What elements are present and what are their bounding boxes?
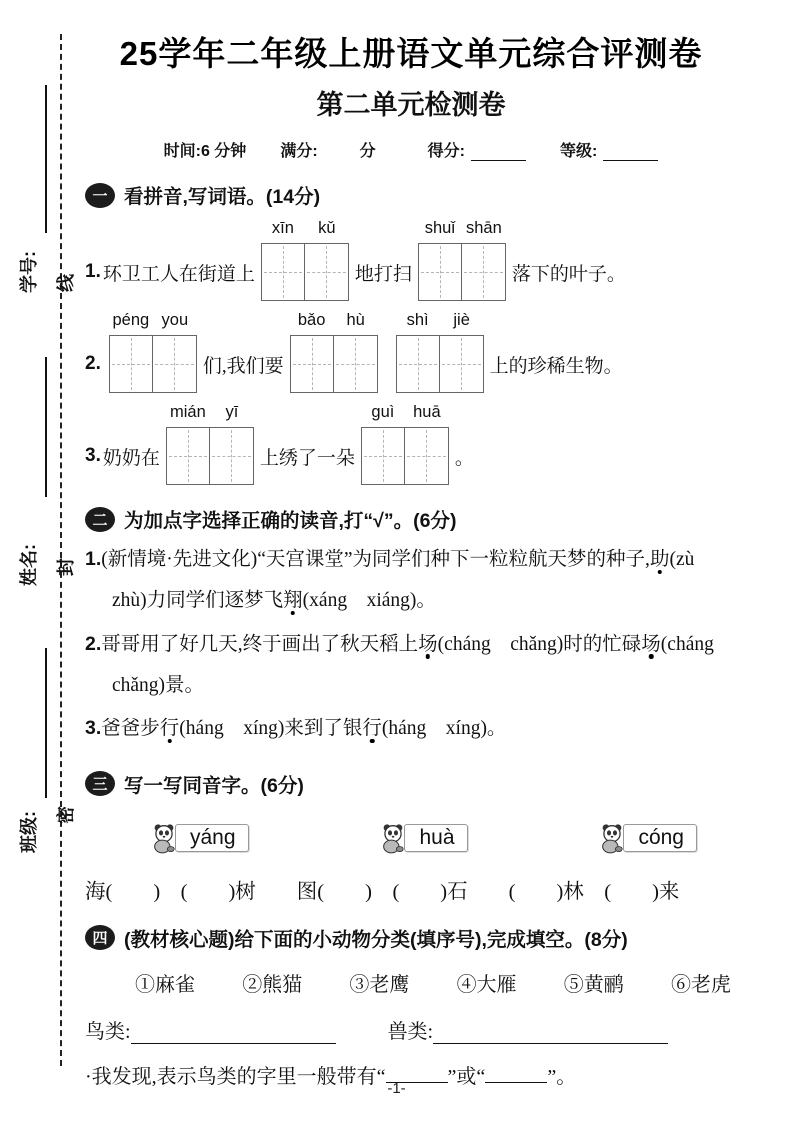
s1-row-3: 3. 奶奶在 mián yī 上绣了一朵 guì huā 。: [85, 427, 737, 485]
pinyin-writing-group: [261, 219, 349, 301]
s2-question-3: 3.爸爸步行(háng xíng)来到了银行(háng xíng)。: [85, 717, 507, 740]
section2-badge: 二: [85, 507, 115, 532]
section2-title: 为加点字选择正确的读音,打“√”。(6分): [124, 510, 457, 532]
dotted-char: 场: [641, 633, 661, 655]
score-label: 得分:: [427, 143, 466, 160]
section1-header: [85, 181, 737, 209]
animal-option: ①麻雀: [135, 973, 195, 996]
s1-row-2: 2. péng you 们,我们要 bǎo hù shì jiè 上的珍稀生物。: [85, 335, 737, 393]
time-label: 时间:6 分钟: [163, 143, 247, 160]
writing-cell[interactable]: [462, 243, 506, 301]
s1-row1-post: 落下的叶子。: [511, 263, 626, 285]
page-number: -1-: [387, 1080, 406, 1097]
homophone-answer-line[interactable]: 海( ) ( )树 图( ) ( )石 ( )林 ( )来: [85, 880, 680, 903]
panda-icon: [595, 822, 629, 854]
pinyin-labels: bǎo hù: [297, 311, 365, 329]
animal-option: ⑥老虎: [670, 973, 731, 996]
section3-title: 写一写同音字。(6分): [124, 774, 304, 797]
writing-cell[interactable]: [109, 335, 153, 393]
writing-cell[interactable]: [418, 243, 462, 301]
student-no-label: 学号:: [19, 251, 39, 293]
pinyin-labels: xīn kǔ: [271, 219, 336, 237]
pinyin-labels: mián yī: [169, 403, 239, 421]
writing-cell[interactable]: [210, 427, 254, 485]
writing-cell[interactable]: [166, 427, 210, 485]
section3-header: [85, 770, 737, 798]
seal-char-xian: 线: [56, 274, 76, 292]
animal-option: ⑤黄鹂: [563, 973, 624, 996]
dotted-char: 助: [649, 549, 670, 570]
paper-title: 25学年二年级上册语文单元综合评测卷: [119, 35, 703, 72]
grade-label: 等级:: [560, 143, 598, 160]
classification-line: [85, 1015, 737, 1044]
class-label: 班级:: [19, 811, 39, 853]
beast-label: 兽类:: [387, 1020, 434, 1043]
dotted-char: 行: [159, 718, 180, 740]
pinyin-writing-group: [166, 403, 254, 485]
writing-cell[interactable]: [361, 427, 405, 485]
pinyin-tag-yang: [147, 822, 249, 854]
section4-header: [85, 924, 737, 952]
pinyin-tag-hua: [376, 822, 467, 854]
animal-option: ④大雁: [456, 973, 517, 996]
pinyin-writing-group: [109, 311, 197, 393]
pinyin-writing-group: [418, 219, 506, 301]
s1-row3-mid: 上绣了一朵: [259, 447, 355, 469]
bird-label: 鸟类:: [85, 1020, 131, 1043]
dotted-char: 翔: [283, 590, 303, 612]
animal-option: ③老鹰: [349, 973, 410, 996]
pinyin-tag-box: huà: [404, 824, 467, 852]
pinyin-writing-group: [361, 403, 449, 485]
animal-options-row: [85, 968, 737, 997]
dotted-char: 行: [362, 718, 382, 740]
pinyin-labels: shì jiè: [406, 311, 470, 329]
name-label: 姓名:: [19, 544, 39, 586]
writing-cell[interactable]: [305, 243, 349, 301]
pinyin-labels: shuǐ shān: [424, 219, 502, 237]
s2-question-2: 2.哥哥用了好几天,终于画出了秋天稻上场(cháng chǎng)时的忙碌场(cháng chǎng)景。: [85, 632, 734, 696]
writing-cell[interactable]: [261, 243, 305, 301]
paper-subtitle: 第二单元检测卷: [316, 90, 506, 120]
writing-cell[interactable]: [290, 335, 334, 393]
score-blank[interactable]: [471, 144, 526, 161]
exam-info-row: [85, 138, 737, 161]
pinyin-writing-group: [290, 311, 378, 393]
bird-answer-blank[interactable]: [131, 1023, 336, 1044]
section4-title: (教材核心题)给下面的小动物分类(填序号),完成填空。(8分): [124, 928, 628, 951]
s1-row2-post: 上的珍稀生物。: [489, 355, 623, 377]
panda-icon: [376, 822, 410, 854]
section2-header: [85, 505, 737, 533]
writing-cell[interactable]: [440, 335, 484, 393]
full-score-unit: 分: [359, 143, 376, 160]
student-no-write-line[interactable]: [45, 85, 47, 233]
s1-row3-pre: 奶奶在: [102, 447, 160, 469]
beast-answer-blank[interactable]: [433, 1023, 668, 1044]
class-write-line[interactable]: [45, 648, 47, 798]
s1-row1-mid: 地打扫: [354, 263, 412, 285]
s1-row1-pre: 环卫工人在街道上: [102, 263, 255, 285]
section3-badge: 三: [85, 771, 115, 796]
pinyin-tag-box: yáng: [175, 824, 249, 852]
section1-title: 看拼音,写词语。(14分): [124, 186, 321, 208]
section4-badge: 四: [85, 925, 115, 950]
pinyin-writing-group: [396, 311, 484, 393]
pinyin-tag-cong: [595, 822, 697, 854]
full-score-label: 满分:: [280, 143, 318, 160]
animal-option: ②熊猫: [242, 973, 303, 996]
writing-cell[interactable]: [153, 335, 197, 393]
name-write-line[interactable]: [45, 357, 47, 497]
seal-char-mi: 密: [56, 806, 76, 824]
seal-char-feng: 封: [56, 558, 76, 576]
pinyin-labels: guì huā: [371, 403, 441, 421]
s1-row3-post: 。: [454, 447, 474, 469]
dotted-char: 场: [418, 633, 438, 655]
section1-badge: 一: [85, 183, 115, 208]
panda-icon: [147, 822, 181, 854]
s1-row2-mid: 们,我们要: [202, 355, 284, 377]
discovery-line: ·我发现,表示鸟类的字里一般带有“ ”或“ ”。: [85, 1060, 737, 1089]
s1-row-1: 1. 环卫工人在街道上 xīn kǔ 地打扫 shuǐ shān 落下的叶子。: [85, 243, 737, 301]
homophone-tag-row: [85, 822, 737, 854]
writing-cell[interactable]: [334, 335, 378, 393]
s2-question-1: 1.(新情境·先进文化)“天宫课堂”为同学们种下一粒粒航天梦的种子,助(zù zhù)力同学们逐梦飞翔(xáng xiáng)。: [85, 548, 714, 612]
pinyin-labels: péng you: [112, 311, 189, 329]
grade-blank[interactable]: [603, 144, 658, 161]
writing-cell[interactable]: [396, 335, 440, 393]
pinyin-tag-box: cóng: [623, 824, 697, 852]
writing-cell[interactable]: [405, 427, 449, 485]
